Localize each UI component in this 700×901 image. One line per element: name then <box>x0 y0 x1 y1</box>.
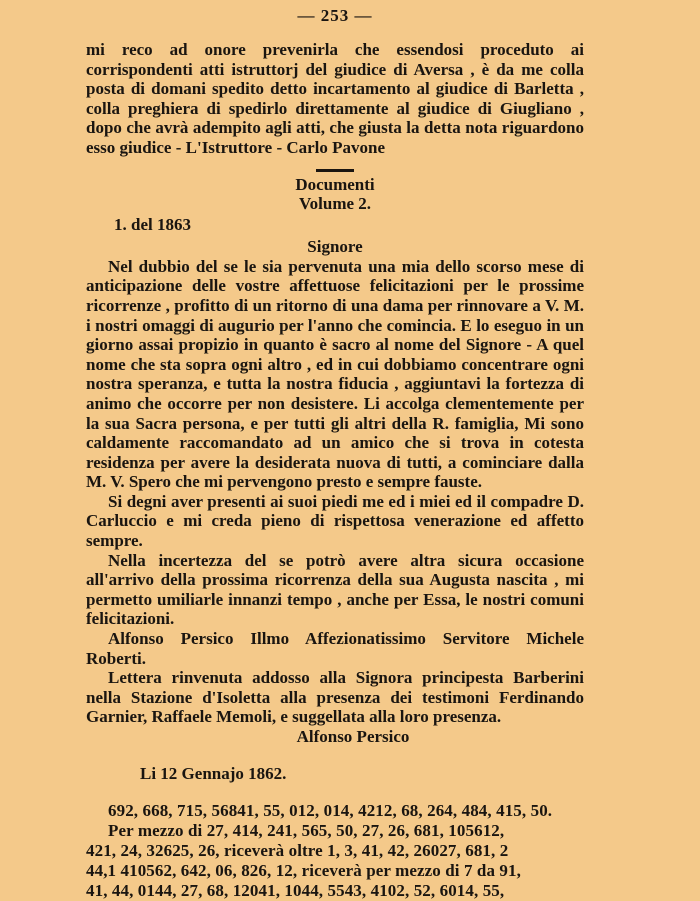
letter-note: Lettera rinvenuta addosso alla Signora principesta Barberini nella Stazione d'Isoletta alla presenza dei testimoni Ferdinando Garnier, Raffaele Memoli, e suggellata alla loro presenza. <box>86 668 584 727</box>
cipher-line: 41, 44, 0144, 27, 68, 12041, 1044, 5543, 4102, 52, 6014, 55, <box>86 881 505 900</box>
cipher-line: 44,1 410562, 642, 06, 826, 12, riceverà per mezzo di 7 da 91, <box>86 861 521 880</box>
letter-paragraph: Nella incertezza del se potrò avere altra sicura occasione all'arrivo della prossima ricorrenza della sua Augusta nascita , mi permetto umiliarle innanzi tempo , anche per Essa, le nostri comuni felicitazioni. <box>86 550 584 629</box>
cipher-line: 692, 668, 715, 56841, 55, 012, 014, 4212, 68, 264, 484, 415, 50. <box>108 801 553 820</box>
opening-paragraph: mi reco ad onore prevenirla che essendosi proceduto ai corrispondenti atti istruttorj del giudice di Aversa , è da me colla posta di domani spedito detto incartamento al giudice di Barletta , colla preghiera di spedirlo direttamente al giudice di Giugliano , dopo che avrà adempito agli atti, che giusta la detta nota riguardono esso giudice - L'Istruttore - Carlo Pavone <box>86 40 584 157</box>
letter-paragraph: Nel dubbio del se le sia pervenuta una mia dello scorso mese di anticipazione delle vostre affettuose felicitazioni per le prossime ricorrenze , profitto di un ritorno di una dama per rinnovare a V. M. i nostri omaggi di augurio per l'anno che comincia. E lo eseguo in un giorno assai propizio in quanto è sacro al nome del Signore - A quel nome che sta sopra ogni altro , ed in cui dobbiamo concentrare ogni nostra speranza, e tutta la nostra fiducia , aggiuntavi la fortezza di animo che occorre per non desistere. Li accolga clementemente per la sua Sacra persona, e per tutti gli altri della R. famiglia, Mi sono caldamente raccomandato ad un amico che si trova in cotesta residenza per avere la desiderata nuova di tutti, a cominciare dalla M. V. Spero che mi pervengono presto e sempre fauste. <box>86 256 584 492</box>
section-title: Documenti <box>295 174 375 194</box>
signature-date: Li 12 Gennajo 1862. <box>140 764 287 783</box>
volume-title: Volume 2. <box>298 194 372 214</box>
salutation: Signore <box>307 236 363 256</box>
letter-closing: Alfonso Persico Illmo Affezionatissimo Servitore Michele Roberti. <box>86 629 584 668</box>
page-number: — 253 — <box>297 6 373 25</box>
section-divider <box>316 169 354 172</box>
cipher-block <box>86 801 584 901</box>
cipher-line: Per mezzo di 27, 414, 241, 565, 50, 27, 26, 681, 105612, <box>108 821 505 840</box>
document-date: 1. del 1863 <box>114 214 191 234</box>
signature-name: Alfonso Persico <box>296 727 410 746</box>
cipher-line: 421, 24, 32625, 26, riceverà oltre 1, 3, 41, 42, 26027, 681, 2 <box>86 841 509 860</box>
letter-paragraph: Si degni aver presenti ai suoi piedi me ed i miei ed il compadre D. Carluccio e mi creda pieno di rispettosa venerazione ed affetto sempre. <box>86 491 584 551</box>
